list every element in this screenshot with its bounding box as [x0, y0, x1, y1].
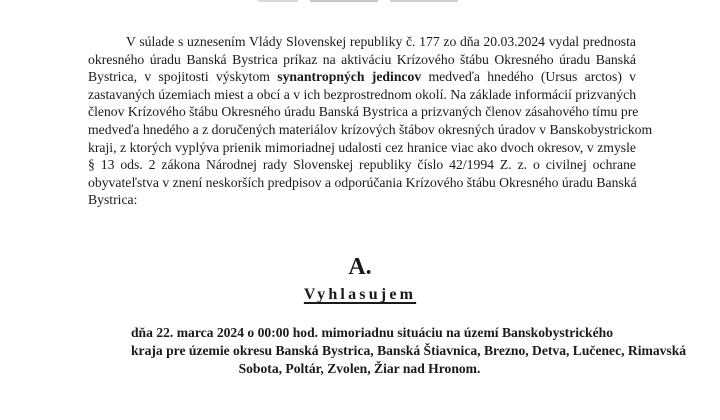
declaration-line: kraja pre územie okresu Banská Bystrica, Banská Štiavnica, Brezno, Detva, Lučenec, Rimavská: [131, 342, 687, 358]
intro-line: členov Krízového štábu Okresného úradu Banská Bystrica a prizvaných členov zásahového tímu pre: [88, 104, 639, 120]
intro-line: obyvateľstva v znení neskorších predpisov a odporúčania Krízového štábu Okresného úradu Banská: [88, 174, 637, 190]
section-heading: [0, 285, 720, 305]
section-letter: A.: [348, 254, 372, 280]
declaration-line: Sobota, Poltár, Zvolen, Žiar nad Hronom.: [238, 360, 481, 376]
intro-line: zastavaných územiach miest a obcí a v ich bezprostrednom okolí. Na základe informácií prizvaných: [88, 86, 637, 102]
intro-line: okresného úradu Banská Bystrica príkaz na aktiváciu Krízového štábu Okresného úradu Banská: [88, 51, 636, 67]
intro-line: V súlade s uznesením Vlády Slovenskej republiky č. 177 zo dňa 20.03.2024 vydal prednosta: [126, 34, 636, 49]
intro-line: kraji, z ktorých vyplýva prienik mimoriadnej udalosti cez hranice viac ako dvoch okresov, v zmysle: [88, 139, 636, 155]
intro-line: § 13 ods. 2 zákona Národnej rady Slovenskej republiky číslo 42/1994 Z. z. o civilnej ochrane: [88, 157, 636, 173]
heading-text: Vyhlasujem: [303, 286, 417, 303]
intro-paragraph: [88, 33, 653, 209]
declaration-paragraph: [131, 324, 687, 377]
scan-artifact: [258, 0, 458, 2]
emphasis-text: synantropných jedincov: [277, 69, 422, 85]
intro-line: medveďa hnedého a z doručených materiálov krízových štábov okresných úradov v Banskobystrickom: [88, 121, 653, 137]
intro-line: Bystrica:: [88, 192, 138, 208]
intro-line-with-emphasis: Bystrica, v spojitosti výskytom synantropných jedincov medveďa hnedého (Ursus arctos) v: [88, 69, 637, 85]
declaration-line: dňa 22. marca 2024 o 00:00 hod. mimoriadnu situáciu na území Banskobystrického: [131, 325, 614, 340]
